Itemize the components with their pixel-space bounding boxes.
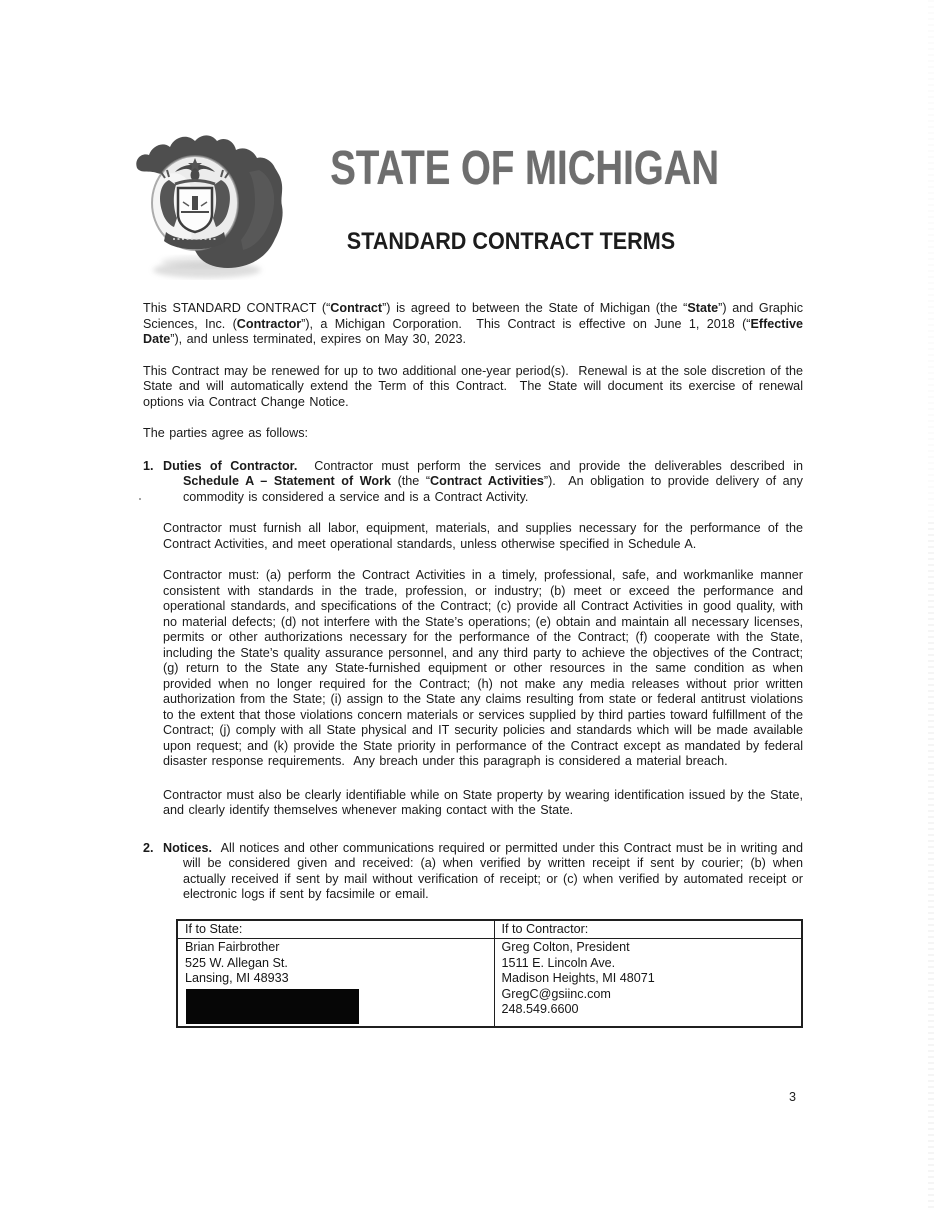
michigan-coat-of-arms-logo [131,110,283,284]
contract-body [143,301,803,1028]
section-paragraph-obligations: Contractor must: (a) perform the Contract Activities in a timely, professional, safe, and workmanlike manner consistent with standards in the trade, profession, or industry; (b) meet or exceed the performance and operational standards, and specifications of the Contract; (c) provide all Contract Activities in good quality, with no material defects; (d) not interfere with the State’s operations; (e) obtain and maintain all necessary licenses, permits or other authorizations necessary for the performance of the Contract; (f) cooperate with the State, including the State’s quality assurance personnel, and any third party to achieve the objectives of the Contract; (g) return to the State any State-furnished equipment or other resources in the same condition as when provided when no longer required for the Contract; (h) not make any media releases without prior written authorization from the State; (i) assign to the State any claims resulting from state or federal antitrust violations to the extent that those violations concern materials or services supplied by third parties toward fulfillment of the Contract; (j) comply with all State physical and IT security policies and standards which will be made available upon request; and (k) provide the State priority in performance of the Contract except as mandated by federal disaster response requirements. Any breach under this paragraph is considered a material breach. [163,568,803,768]
address-line: 1511 E. Lincoln Ave. [501,955,616,970]
section-number: 2. [143,840,154,855]
page-number: 3 [789,1090,797,1104]
address-line: Madison Heights, MI 48071 [501,971,655,986]
table-header-row [177,920,802,939]
address-line: Brian Fairbrother [185,940,280,954]
paragraph-contract-intro: This STANDARD CONTRACT (“Contract”) is agreed to between the State of Michigan (the “State”) and Graphic Sciences, Inc. (Contractor”), a Michigan Corporation. This Contract is effective on June 1, 2018 (“Effective Date”), and unless terminated, expires on May 30, 2023. [143,301,804,346]
notice-table-wrap [176,919,803,1028]
redaction-bar [186,989,359,1024]
document-header [0,0,934,301]
table-header-state: If to State: [177,920,494,939]
header-text-block [285,0,737,255]
document-subtitle: STANDARD CONTRACT TERMS [346,228,676,255]
section-paragraph-furnish: Contractor must furnish all labor, equipment, materials, and supplies necessary for the performance of the Contract Activities, and meet operational standards, unless otherwise specified in Schedule A. [163,521,803,551]
section-paragraph-identification: Contractor must also be clearly identifiable while on State property by wearing identification issued by the State, and clearly identify themselves whenever making contact with the State. [163,787,803,817]
michigan-state-map-icon [131,110,283,284]
scan-artifact-dot [139,498,141,500]
address-line: GregC@gsiinc.com [501,986,611,1001]
contract-sections [143,459,803,903]
section-lead-duties: Duties of Contractor. Contractor must perform the services and provide the deliverables described in Schedule A – Statement of Work (the “Contract Activities”). An obligation to provide delivery of any commodity is considered a service and is a Contract Activity. [163,458,803,504]
paragraph-renewal: This Contract may be renewed for up to two additional one-year period(s). Renewal is at the sole discretion of the State and will automatically extend the Term of this Contract. The State will document its exercise of renewal options via Contract Change Notice. [143,363,803,409]
table-body-row [177,939,802,1027]
section-number: 1. [143,458,154,473]
address-line: 248.549.6600 [501,1002,579,1017]
section-item-notices [143,841,803,903]
address-line: Lansing, MI 48933 [185,971,289,986]
document-title: STATE OF MICHIGAN [330,142,720,195]
notices-table [176,919,803,1028]
table-header-contractor: If to Contractor: [494,920,802,939]
paragraph-parties-agree: The parties agree as follows: [143,426,309,440]
section-lead-notices: Notices. All notices and other communications required or permitted under this Contract must be in writing and will be considered given and received: (a) when verified by written receipt if sent by courier; (b) when actually received if sent by mail without verification of receipt; or (c) when verified by automated receipt or electronic logs if sent by facsimile or email. [163,840,803,901]
section-item-duties [143,459,803,819]
address-line: 525 W. Allegan St. [185,955,288,970]
address-line: Greg Colton, President [501,940,630,954]
state-contact-cell [177,939,494,1027]
contractor-contact-cell [494,939,802,1027]
